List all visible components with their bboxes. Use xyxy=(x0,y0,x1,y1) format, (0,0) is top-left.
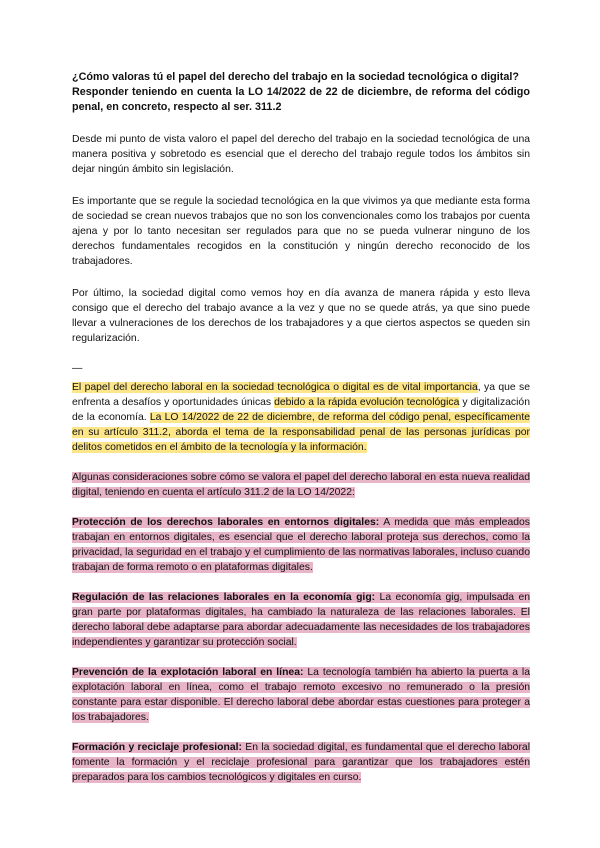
paragraph-1: Desde mi punto de vista valoro el papel del derecho del trabajo en la sociedad tecnológica de una manera positiva y sobretodo es esencial que el derecho del trabajo regule todos los ámbitos sin dejar ningún ámbito sin legislación. xyxy=(72,134,530,175)
heading-instruction: Responder teniendo en cuenta la LO 14/2022 de 22 de diciembre, de reforma del código penal, en concreto, respecto al ser. 311.2 xyxy=(72,86,530,113)
heading-question: ¿Cómo valoras tú el papel del derecho del trabajo en la sociedad tecnológica o digital? xyxy=(72,71,519,83)
intro-text-2: , ya que se enfrenta a desafíos y oportunidades únicas xyxy=(72,382,530,408)
document-body xyxy=(72,70,530,800)
point-2-body: La economía gig, impulsada en gran parte por plataformas digitales, ha cambiado la naturaleza de las relaciones laborales. El derecho laboral debe adaptarse para abordar adecuadamente las necesidades de los trabajadores independientes y garantizar su protección social. xyxy=(72,592,530,648)
point-2-title: Regulación de las relaciones laborales en la economía gig: xyxy=(72,592,376,603)
paragraph-2: Es importante que se regule la sociedad tecnológica en la que vivimos ya que mediante esta forma de sociedad se crean nuevos trabajos que no son los convencionales como los trabajos por cuenta ajena y por lo tanto necesitan ser regulados para que no se pueda vulnerar ninguno de los derechos fundamentales recogidos en la constitución y ningún derecho reconocido de los trabajadores. xyxy=(72,196,530,267)
intro-highlight-3: debido a la rápida evolución tecnológica xyxy=(274,397,460,408)
separator-dash: — xyxy=(72,363,83,374)
point-1 xyxy=(72,515,530,575)
point-3-title: Prevención de la explotación laboral en línea: xyxy=(72,667,304,678)
intro-paragraph xyxy=(72,380,530,455)
intro-highlight-1: El papel del derecho laboral en la sociedad tecnológica o digital es de vital importancia xyxy=(72,382,478,393)
considerations-intro-text: Algunas consideraciones sobre cómo se valora el papel del derecho laboral en esta nueva realidad digital, teniendo en cuenta el artículo 311.2 de la LO 14/2022: xyxy=(72,472,530,498)
paragraph-3: Por último, la sociedad digital como vemos hoy en día avanza de manera rápida y esto lleva consigo que el derecho del trabajo avance a la vez y que no se quede atrás, ya que sino puede llevar a vulneraciones de los derechos de los trabajadores y a que ciertos aspectos se queden sin regularización. xyxy=(72,288,530,344)
point-2 xyxy=(72,590,530,650)
document-heading xyxy=(72,70,530,115)
point-1-title: Protección de los derechos laborales en entornos digitales: xyxy=(72,517,380,528)
point-4-body: En la sociedad digital, es fundamental que el derecho laboral fomente la formación y el reciclaje profesional para garantizar que los trabajadores estén preparados para los cambios tecnológicos y digitales en curso. xyxy=(72,742,530,783)
intro-text-4: y digitalización de la economía. xyxy=(72,397,530,423)
point-1-body: A medida que más empleados trabajan en entornos digitales, es esencial que el derecho laboral proteja sus derechos, como la privacidad, la seguridad en el trabajo y el cumplimiento de las normativas laborales, incluso cuando trabajan de forma remoto o en plataformas digitales. xyxy=(72,517,530,573)
point-3-body: La tecnología también ha abierto la puerta a la explotación laboral en línea, como el trabajo remoto excesivo no remunerado o la presión constante para estar disponible. El derecho laboral debe abordar estas cuestiones para proteger a los trabajadores. xyxy=(72,667,530,723)
point-3 xyxy=(72,665,530,725)
considerations-intro xyxy=(72,470,530,500)
intro-highlight-5: La LO 14/2022 de 22 de diciembre, de reforma del código penal, específicamente en su artículo 311.2, aborda el tema de la responsabilidad penal de las personas jurídicas por delitos cometidos en el ámbito de la tecnología y la información. xyxy=(72,412,530,453)
point-4-title: Formación y reciclaje profesional: xyxy=(72,742,242,753)
point-4 xyxy=(72,740,530,785)
